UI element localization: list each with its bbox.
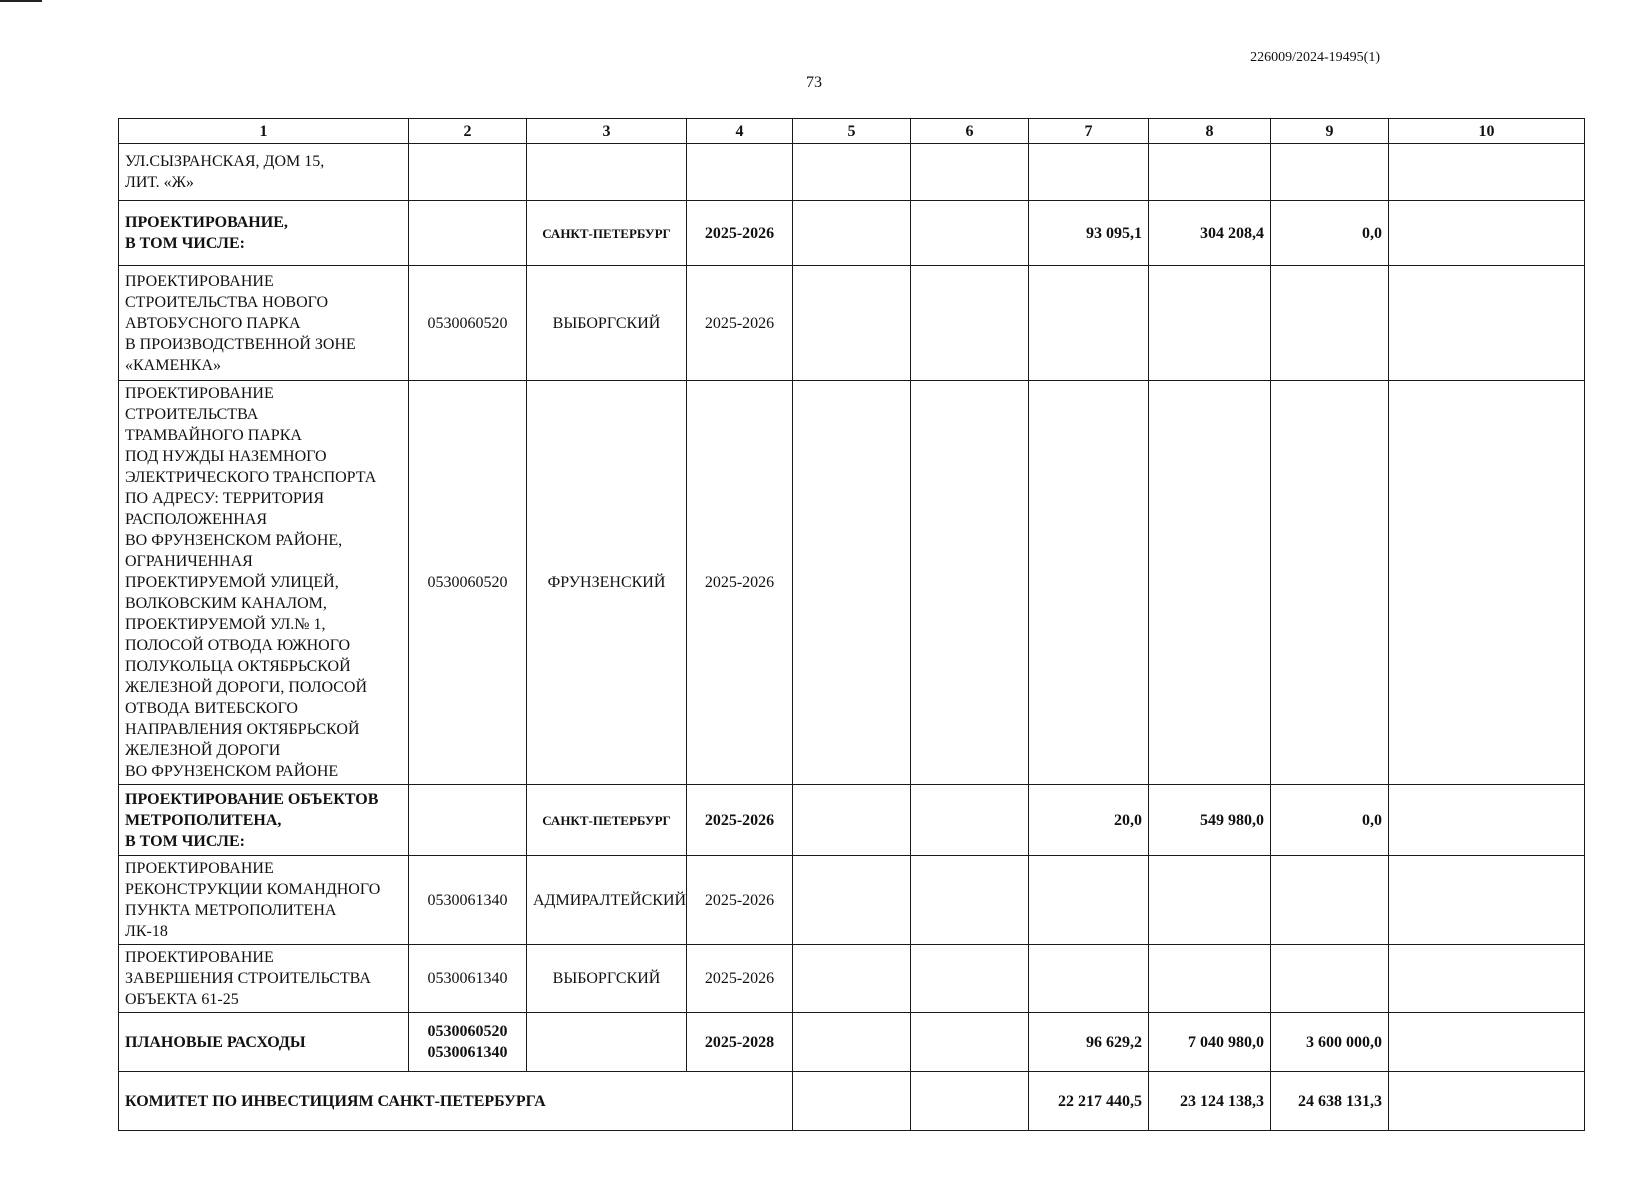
row-col6 [911,201,1029,266]
col-header-7: 7 [1029,119,1149,144]
row-code: 0530060520 0530061340 [409,1013,527,1072]
row-code: 0530061340 [409,856,527,945]
row-col7 [1029,945,1149,1013]
row-period: 2025-2028 [687,1013,793,1072]
row-col5 [793,1013,911,1072]
row-col6 [911,381,1029,785]
row-col6 [911,144,1029,201]
committee-col10 [1389,1072,1585,1131]
header-row [119,119,1585,144]
row-district [527,1013,687,1072]
row-col9 [1271,266,1389,381]
row-name: ПРОЕКТИРОВАНИЕ СТРОИТЕЛЬСТВА НОВОГО АВТОБУСНОГО ПАРКА В ПРОИЗВОДСТВЕННОЙ ЗОНЕ «КАМЕНКА» [119,266,409,381]
row-col5 [793,266,911,381]
row-name: ПРОЕКТИРОВАНИЕ, В ТОМ ЧИСЛЕ: [119,201,409,266]
row-col10 [1389,785,1585,856]
row-code [409,201,527,266]
row-col7: 93 095,1 [1029,201,1149,266]
row-col7 [1029,381,1149,785]
row-col10 [1389,856,1585,945]
row-col10 [1389,144,1585,201]
table-row [119,201,1585,266]
table-row [119,856,1585,945]
row-col9: 3 600 000,0 [1271,1013,1389,1072]
row-code [409,785,527,856]
row-period: 2025-2026 [687,201,793,266]
row-name: ПРОЕКТИРОВАНИЕ СТРОИТЕЛЬСТВА ТРАМВАЙНОГО ПАРКА ПОД НУЖДЫ НАЗЕМНОГО ЭЛЕКТРИЧЕСКОГО ТРАНСПОРТА ПО АДРЕСУ: ТЕРРИТОРИЯ РАСПОЛОЖЕННАЯ ВО ФРУНЗЕНСКОМ РАЙОНЕ, ОГРАНИЧЕННАЯ ПРОЕКТИРУЕМОЙ УЛИЦЕЙ, ВОЛКОВСКИМ КАНАЛОМ, ПРОЕКТИРУЕМОЙ УЛ.№ 1, ПОЛОСОЙ ОТВОДА ЮЖНОГО ПОЛУКОЛЬЦА ОКТЯБРЬСКОЙ ЖЕЛЕЗНОЙ ДОРОГИ, ПОЛОСОЙ ОТВОДА ВИТЕБСКОГО НАПРАВЛЕНИЯ ОКТЯБРЬСКОЙ ЖЕЛЕЗНОЙ ДОРОГИ ВО ФРУНЗЕНСКОМ РАЙОНЕ [119,381,409,785]
row-col10 [1389,1013,1585,1072]
row-col5 [793,785,911,856]
row-district: САНКТ-ПЕТЕРБУРГ [527,201,687,266]
row-district: ФРУНЗЕНСКИЙ [527,381,687,785]
committee-name: КОМИТЕТ ПО ИНВЕСТИЦИЯМ САНКТ-ПЕТЕРБУРГА [119,1072,793,1131]
row-col6 [911,945,1029,1013]
row-col6 [911,1013,1029,1072]
table-row [119,381,1585,785]
table-row [119,144,1585,201]
row-district: АДМИРАЛТЕЙСКИЙ [527,856,687,945]
col-header-5: 5 [793,119,911,144]
col-header-1: 1 [119,119,409,144]
row-period: 2025-2026 [687,945,793,1013]
row-col7 [1029,144,1149,201]
col-header-4: 4 [687,119,793,144]
row-col9: 0,0 [1271,785,1389,856]
committee-col8: 23 124 138,3 [1149,1072,1271,1131]
row-name: ПЛАНОВЫЕ РАСХОДЫ [119,1013,409,1072]
committee-col6 [911,1072,1029,1131]
table-row [119,266,1585,381]
row-col9 [1271,856,1389,945]
row-period [687,144,793,201]
row-col8 [1149,381,1271,785]
row-col7 [1029,856,1149,945]
row-col5 [793,381,911,785]
row-col8: 7 040 980,0 [1149,1013,1271,1072]
row-period: 2025-2026 [687,381,793,785]
table-row [119,785,1585,856]
col-header-10: 10 [1389,119,1585,144]
row-col9: 0,0 [1271,201,1389,266]
row-col7 [1029,266,1149,381]
document-id: 226009/2024-19495(1) [1250,50,1380,65]
table-row [119,945,1585,1013]
row-col8 [1149,856,1271,945]
row-col10 [1389,266,1585,381]
row-col10 [1389,945,1585,1013]
row-name: ПРОЕКТИРОВАНИЕ ЗАВЕРШЕНИЯ СТРОИТЕЛЬСТВА ОБЪЕКТА 61-25 [119,945,409,1013]
row-col7: 96 629,2 [1029,1013,1149,1072]
col-header-6: 6 [911,119,1029,144]
row-col8 [1149,945,1271,1013]
row-name: УЛ.СЫЗРАНСКАЯ, ДОМ 15, ЛИТ. «Ж» [119,144,409,201]
col-header-9: 9 [1271,119,1389,144]
row-col6 [911,785,1029,856]
row-col8: 549 980,0 [1149,785,1271,856]
scan-edge-mark [0,0,42,2]
row-col9 [1271,144,1389,201]
committee-col7: 22 217 440,5 [1029,1072,1149,1131]
row-col6 [911,266,1029,381]
row-period: 2025-2026 [687,856,793,945]
row-district: ВЫБОРГСКИЙ [527,266,687,381]
row-col8: 304 208,4 [1149,201,1271,266]
row-col9 [1271,381,1389,785]
row-col5 [793,856,911,945]
table-row [119,1013,1585,1072]
row-district: САНКТ-ПЕТЕРБУРГ [527,785,687,856]
row-district [527,144,687,201]
row-col8 [1149,266,1271,381]
row-code: 0530060520 [409,266,527,381]
row-col6 [911,856,1029,945]
col-header-3: 3 [527,119,687,144]
row-district: ВЫБОРГСКИЙ [527,945,687,1013]
row-code: 0530060520 [409,381,527,785]
committee-col5 [793,1072,911,1131]
row-col10 [1389,381,1585,785]
row-col5 [793,945,911,1013]
row-code [409,144,527,201]
row-col8 [1149,144,1271,201]
committee-total-row [119,1072,1585,1131]
row-name: ПРОЕКТИРОВАНИЕ ОБЪЕКТОВ МЕТРОПОЛИТЕНА, В ТОМ ЧИСЛЕ: [119,785,409,856]
col-header-2: 2 [409,119,527,144]
col-header-8: 8 [1149,119,1271,144]
row-col10 [1389,201,1585,266]
row-period: 2025-2026 [687,266,793,381]
budget-table [118,118,1585,1131]
row-period: 2025-2026 [687,785,793,856]
row-name: ПРОЕКТИРОВАНИЕ РЕКОНСТРУКЦИИ КОМАНДНОГО ПУНКТА МЕТРОПОЛИТЕНА ЛК-18 [119,856,409,945]
page-number: 73 [806,74,822,91]
row-col7: 20,0 [1029,785,1149,856]
row-col5 [793,201,911,266]
committee-col9: 24 638 131,3 [1271,1072,1389,1131]
row-col9 [1271,945,1389,1013]
row-col5 [793,144,911,201]
row-code: 0530061340 [409,945,527,1013]
